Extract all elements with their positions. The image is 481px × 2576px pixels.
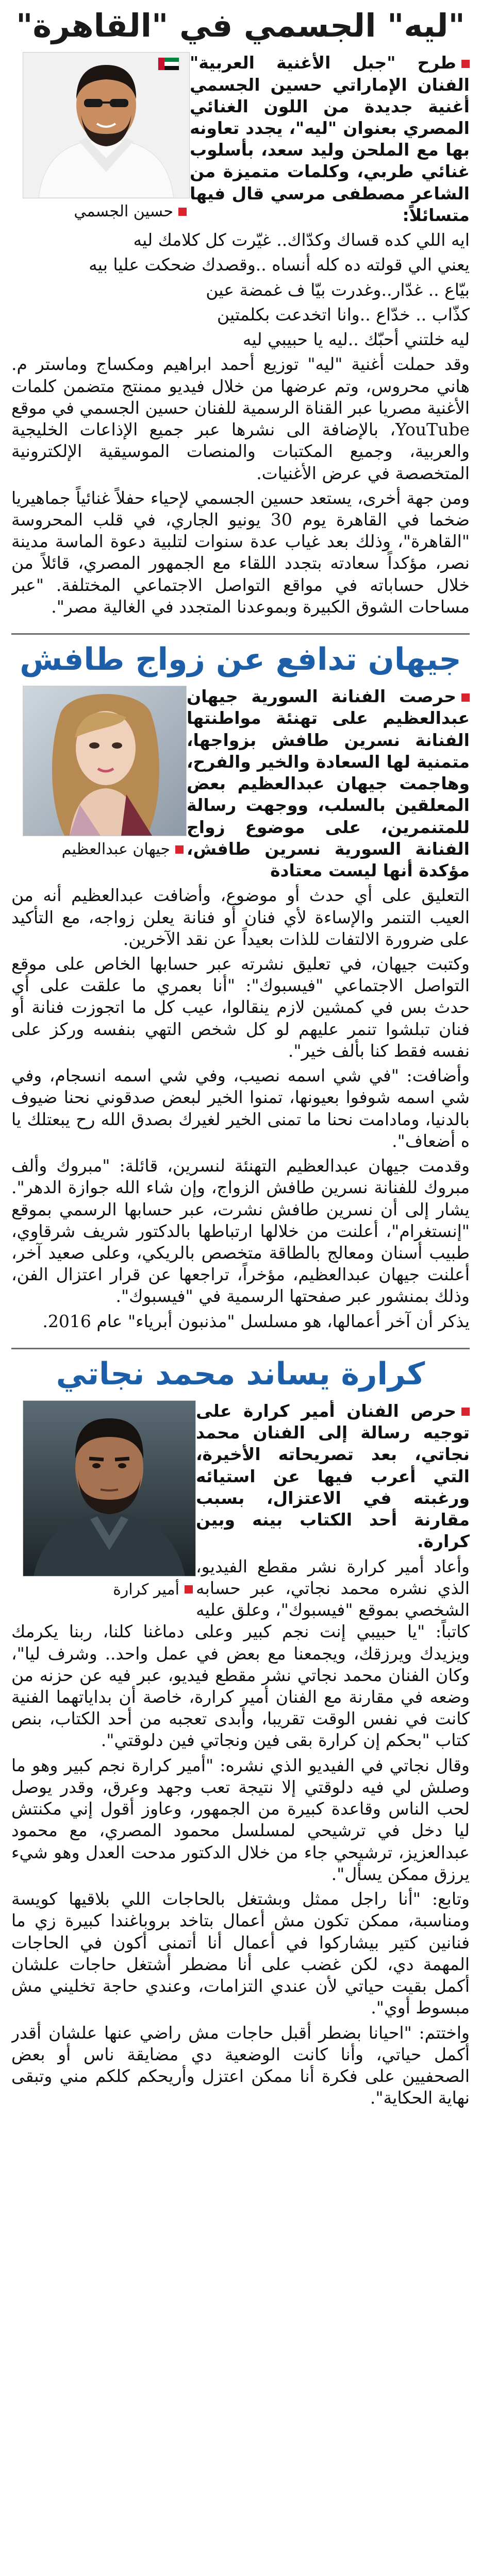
paragraph-marker bbox=[461, 1408, 470, 1416]
photo-caption-jassmi: حسين الجسمي bbox=[23, 202, 190, 221]
article-karara bbox=[11, 1357, 470, 2112]
lead-paragraph-jassmi: طرح "جبل الأغنية العربية" الفنان الإماراتي حسين الجسمي أغنية جديدة من اللون الغنائي المصري بعنوان "ليه"، يجدد تعاونه بها مع الملحن وليد سعد، بأسلوب غنائي طربي، وكلمات متميزة من الشاعر مصطفى مرسي قال فيها متسائلاً: bbox=[190, 53, 470, 225]
article-jihan bbox=[11, 642, 470, 1335]
hussain-jassmi-portrait bbox=[23, 53, 189, 198]
body-paragraph-10: وتابع: "أنا راجل ممثل وبشتغل بالحاجات اللي بلاقيها كويسة ومناسبة، ممكن تكون مش أعمال بتاخد بروباغندا كبيرة زي ما فنانين كتير بيشاركوا في أعمال أنا أتمنى أكون في الحاجات المهمة دي، لكن غضب على أنا مضطر أشتغل حاجات علشان أكمل بقيت حياتي لأن عندي التزامات، وعندي حاجة تخليني مش مبسوط أوي". bbox=[11, 1889, 470, 2018]
body-paragraph-7: يذكر أن آخر أعمالها، هو مسلسل "مذنبون أبرياء" عام 2016. bbox=[42, 1311, 470, 1331]
caption-marker bbox=[175, 845, 184, 854]
headline-karara: كرارة يساند محمد نجاتي bbox=[56, 1355, 425, 1392]
body-paragraph-5: وأضافت: "في شي اسمه نصيب، وفي شي اسمه انسجام، وفي شي اسمه شوفوا بعيونها، تمنوا الخير لبعض صدقوني نحنا ضيوف بالدنيا، ومادامت نحنا ما تمنى الخير لغيرك بصدق الله رح يبعتلك يا ه أضعاف". bbox=[11, 1065, 470, 1151]
lyric-line-1: ايه اللي كده قساك وكدّاك.. غيّرت كل كلامك ليه bbox=[133, 230, 470, 250]
photo-hussain-jassmi bbox=[23, 52, 190, 198]
headline-jihan: جيهان تدافع عن زواج طافش bbox=[20, 641, 461, 678]
lead-paragraph-jihan: حرصت الفنانة السورية جيهان عبدالعظيم على تهنئة مواطنتها الفنانة نسرين طافش بزواجها، متمنية لها السعادة والخير والفرح، وهاجمت جيهان عبدالعظيم بعض المعلقين بالسلب، ووجهت رسالة للمتنمرين، على موضوع زواج الفنانة السورية نسرين طافش، مؤكدة أنها ليست معتادة bbox=[187, 686, 470, 881]
headline-jassmi: "ليه" الجسمي في "القاهرة" bbox=[16, 7, 465, 44]
article-jassmi bbox=[11, 0, 470, 621]
section-divider bbox=[11, 1348, 470, 1349]
lead-paragraph-karara: حرص الفنان أمير كرارة على توجيه رسالة إلى الفنان محمد نجاتي، بعد تصريحاته الأخيرة، التي أعرب فيها عن استيائه ورغبته في الاعتزال، بسبب مقارنة أحد الكتاب بينه وبين كرارة. bbox=[196, 1400, 470, 1552]
photo-jihan-abdelazim bbox=[23, 686, 187, 836]
amir-karara-portrait bbox=[23, 1401, 195, 1576]
photo-box-jihan bbox=[23, 686, 187, 858]
lyric-line-5: ليه خلتني أحبّك ..ليه يا حبيبي ليه bbox=[242, 329, 470, 350]
paragraph-marker bbox=[461, 60, 470, 68]
lyric-line-4: كذّاب .. خدّاع ..وانا اتخدعت بكلمتين bbox=[217, 304, 470, 325]
jihan-abdelazim-portrait bbox=[23, 686, 186, 836]
body-paragraph-11: واختتم: "احيانا بضطر أقبل حاجات مش راضي عنها علشان أقدر أكمل حياتي، وأنا كانت الوضعية دي مضايقة ناس أو بعض الصحفيين على فكرة أنا ممكن اعتزل وأريحكم كلكم مني وتبقى نهاية الحكاية". bbox=[11, 2022, 470, 2108]
body-paragraph-4: وكتبت جيهان، في تعليق نشرته عبر حسابها الخاص على موقع التواصل الاجتماعي "فيسبوك": "أنا بعمري ما علقت على أي حدث بس في كمشين لازم ينقالوا، عيب كل ما اتجوزت فنانة أو فنان تبلشوا تنمر عليهم لو كل شخص التهي بنفسه وركز على نفسه فقط كنا بألف خير". bbox=[11, 953, 470, 1061]
body-paragraph-2: ومن جهة أخرى، يستعد حسين الجسمي لإحياء حفلاً غنائياً جماهيريا ضخما في القاهرة يوم 30 يونيو الجاري، في قلب المحروسة "القاهرة"، وذلك بعد غياب عدة سنوات لتلبية دعوة الماسة مدينة نصر، مؤكداً سعادته بتجدد اللقاء مع الجمهور المصري، قائلاً من خلال حساباته في مواقع التواصل الاجتماعي المختلفة. "عبر مساحات الشوق الكبيرة وبموعدنا المتجدد في الغالية مصر". bbox=[11, 487, 470, 617]
caption-marker bbox=[185, 1585, 193, 1594]
paragraph-marker bbox=[461, 693, 470, 702]
lyric-line-2: يعني الي قولته ده كله أنساه ..وقصدك ضحكت عليا بيه bbox=[89, 255, 470, 275]
body-paragraph-8: وأعاد أمير كرارة نشر مقطع الفيديو، الذي نشره محمد نجاتي، عبر حسابه الشخصي بموقع "فيسبوك"، وعلق عليه كاتباً: "يا حبيبي إنت نجم كبير وعلى دماغنا كلنا، ربنا يكرمك ويزيدك ويرزقك، ويجمعنا مع بعض في عمل واحد.. وشرف ليا"، وكان الفنان محمد نجاتي نشر مقطع فيديو، عبر فيه عن حزنه من وضعه في مقارنة مع الفنان أمير كرارة، خاصة أن بداياتهما الفنية كانت في نفس الوقت تقريبا، وأبدى تعجبه من أحد الكتاب، بنص كتاب "بحكم إن كرارة بقى فين ونجاتي فين دلوقتي". bbox=[11, 1556, 470, 1751]
section-divider bbox=[11, 633, 470, 635]
body-paragraph-9: وقال نجاتي في الفيديو الذي نشره: "أمير كرارة نجم كبير وهو ما وصلش لي فيه دلوقتي إلا نتيجة تعب وجهد وعرق، وقدر يوصل لحب الناس وقاعدة كبيرة من الجمهور، وعاوز أقول إني مكنتش ليا دخل في ترشيحي لمسلسل محمود المصري، مع محمود عبدالعزيز، ترشيحي جاء من خلال الدكتور مدحت العدل وهو شيء يرزق ممكن يسأل". bbox=[11, 1755, 470, 1884]
lyric-line-3: بيّاع .. غدّار..وغدرت بيّا ف غمضة عين bbox=[206, 279, 470, 300]
body-paragraph-3: التعليق على أي حدث أو موضوع، وأضافت عبدالعظيم أنه من العيب التنمر والإساءة لأي فنان أو فنانة يعلن زواجه، مع التأكيد على ضرورة الالتفات للذات بعيداً عن نقد الآخرين. bbox=[11, 885, 470, 949]
photo-caption-jihan: جيهان عبدالعظيم bbox=[23, 840, 187, 858]
body-paragraph-6: وقدمت جيهان عبدالعظيم التهنئة لنسرين، قائلة: "مبروك وألف مبروك للفنانة نسرين طافش الزواج، وإن شاء الله جوازة الدهر". يشار إلى أن نسرين طافش نشرت، عبر حسابها الرسمي بموقع "إنستغرام"، أعلنت من خلالها ارتباطها بالدكتور شريف شرقاوي، طبيب أسنان ومعالج بالطاقة متخصص بالريكي، وعلى صعيد آخر، أعلنت جيهان عبدالعظيم، مؤخراً، تراجعها عن قرار اعتزال الفن، وذلك بمنشور عبر صفحتها الرسمية في "فيسبوك". bbox=[11, 1156, 470, 1307]
photo-caption-karara: أمير كرارة bbox=[23, 1581, 196, 1599]
photo-box-jassmi bbox=[23, 52, 190, 221]
caption-marker bbox=[178, 208, 187, 216]
photo-amir-karara bbox=[23, 1400, 196, 1577]
body-paragraph-1: وقد حملت أغنية "ليه" توزيع أحمد ابراهيم ومكساج وماستر م. هاني محروس، وتم عرضها من خلال فيديو ممنتج متضمن كلمات الأغنية مصريا عبر القناة الرسمية للفنان حسين الجسمي في موقع YouTube، بالإضافة الى نشرها عبر جميع الإذاعات الخليجية والعربية، وجميع المكتبات والمنصات الموسيقية الإلكترونية المتخصصة في عرض الأغنيات. bbox=[11, 354, 470, 483]
photo-box-karara bbox=[23, 1400, 196, 1599]
